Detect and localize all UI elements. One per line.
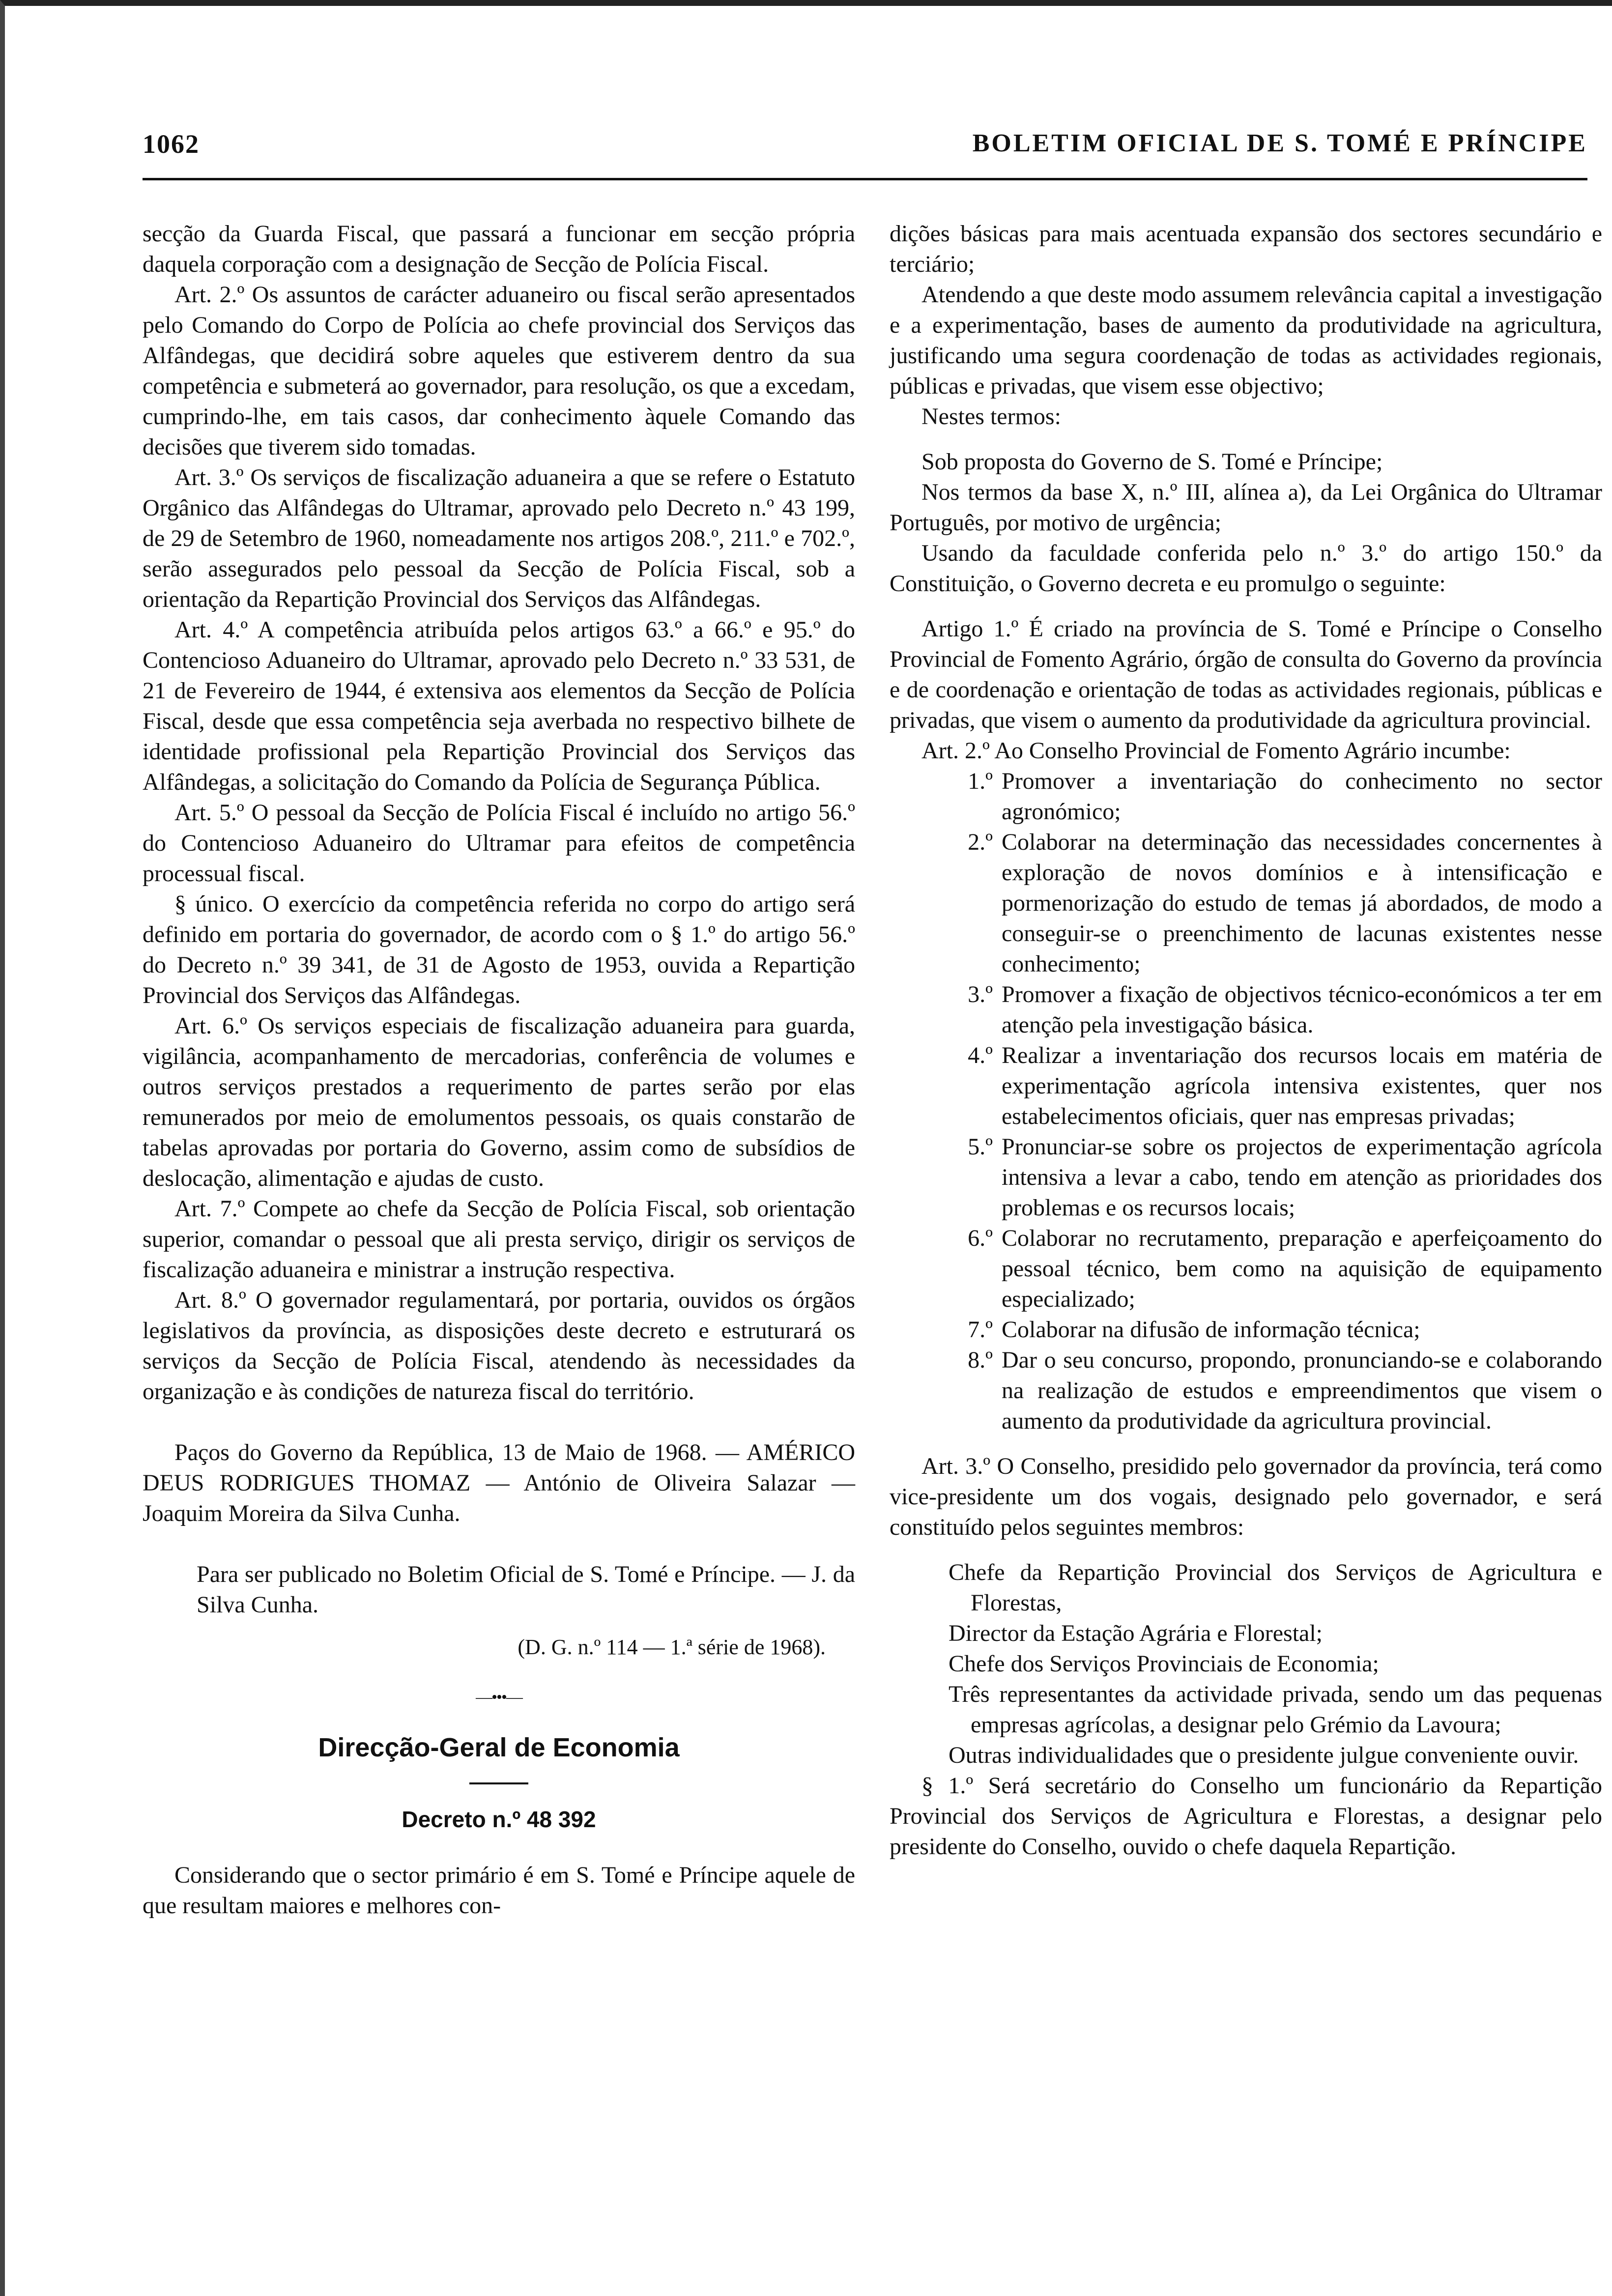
decree-title: Decreto n.º 48 392: [402, 1807, 596, 1832]
paragraph-unico: § único. O exercício da competência referida no corpo do artigo será definido em portaria do governador, de acordo com o § 1.º do artigo 56.º do Decreto n.º 39 341, de 31 de Agosto de 1953, ouvida a Repartição Provincial dos Serviços das Alfândegas.: [143, 891, 855, 1008]
gazette-reference: (D. G. n.º 114 — 1.ª série de 1968).: [518, 1635, 826, 1659]
list-item-number: 3.º: [968, 981, 993, 1007]
spacer: [890, 599, 1602, 614]
list-item-text: Colaborar no recrutamento, preparação e aperfeiçoamento do pessoal técnico, bem como na aquisição de equipamento especializado;: [1002, 1225, 1602, 1312]
article-5: Art. 5.º O pessoal da Secção de Polícia Fiscal é incluído no artigo 56.º do Contencioso Aduaneiro do Ultramar para efeitos de competência processual fiscal.: [143, 800, 855, 887]
article-6: Art. 6.º Os serviços especiais de fiscalização aduaneira para guarda, vigilância, acompanhamento de mercadorias, conferência de volumes e outros serviços prestados a requerimento de partes serão por elas remunerados por meio de emolumentos pessoais, os quais constarão de tabelas aprovadas por portaria do Governo, assim como de subsídios de deslocação, alimentação e ajudas de custo.: [143, 1013, 855, 1191]
list-item-number: 4.º: [968, 1042, 993, 1068]
list-item: [890, 979, 1602, 1040]
paragraph-1: § 1.º Será secretário do Conselho um funcionário da Repartição Provincial dos Serviços de Agricultura e Florestas, a designar pelo presidente do Conselho, ouvido o chefe daquela Repartição.: [890, 1773, 1602, 1860]
member-item: Chefe da Repartição Provincial dos Serviços de Agricultura e Florestas,: [949, 1559, 1602, 1616]
list-item-text: Pronunciar-se sobre os projectos de experimentação agrícola intensiva a levar a cabo, tendo em atenção as prioridades dos problemas e os recursos locais;: [1002, 1134, 1602, 1221]
list-item: [890, 1040, 1602, 1132]
list-item: [890, 1345, 1602, 1436]
publication-note: Para ser publicado no Boletim Oficial de S. Tomé e Príncipe. — J. da Silva Cunha.: [197, 1561, 855, 1618]
list-item: [890, 1132, 1602, 1223]
article-8: Art. 8.º O governador regulamentará, por portaria, ouvidos os órgãos legislativos da província, as disposições deste decreto e estruturará os serviços da Secção de Polícia Fiscal, atendendo às necessidades da organização e às condições de natureza fiscal do território.: [143, 1287, 855, 1405]
list-item-text: Dar o seu concurso, propondo, pronunciando-se e colaborando na realização de estudos e empreendimentos que visem o aumento da produtividade da agricultura provincial.: [1002, 1347, 1602, 1434]
considerando-continuation: dições básicas para mais acentuada expansão dos sectores secundário e terciário;: [890, 221, 1602, 277]
spacer: [890, 432, 1602, 447]
members-list: [890, 1557, 1602, 1771]
paragraph-nestes-termos: Nestes termos:: [921, 403, 1061, 430]
decree-article-1: Artigo 1.º É criado na província de S. Tomé e Príncipe o Conselho Provincial de Fomento Agrário, órgão de consulta do Governo da província e de coordenação e orientação de todas as actividades regionais, públicas e privadas, que visem o aumento da produtividade da agricultura provincial.: [890, 616, 1602, 733]
member-item: Chefe dos Serviços Provinciais de Economia;: [949, 1651, 1379, 1677]
member-item: Outras individualidades que o presidente julgue conveniente ouvir.: [949, 1742, 1579, 1768]
right-column: [890, 219, 1602, 1862]
article-3: Art. 3.º Os serviços de fiscalização aduaneira a que se refere o Estatuto Orgânico das Alfândegas do Ultramar, aprovado pelo Decreto n.º 43 199, de 29 de Setembro de 1960, nomeadamente nos artigos 208.º, 211.º e 702.º, serão assegurados pelo pessoal da Secção de Polícia Fiscal, sob a orientação da Repartição Provincial dos Serviços das Alfândegas.: [143, 464, 855, 612]
list-item: [890, 827, 1602, 979]
member-item: Três representantes da actividade privada, sendo um das pequenas empresas agrícolas, a designar pelo Grémio da Lavoura;: [949, 1681, 1602, 1738]
paragraph-atendendo: Atendendo a que deste modo assumem relevância capital a investigação e a experimentação, bases de aumento da produtividade na agricultura, justificando uma segura coordenação de todas as actividades regionais, públicas e privadas, que visem esse objectivo;: [890, 282, 1602, 399]
spacer: [890, 1543, 1602, 1557]
short-rule: [469, 1782, 528, 1784]
article-2: Art. 2.º Os assuntos de carácter aduaneiro ou fiscal serão apresentados pelo Comando do Corpo de Polícia ao chefe provincial dos Serviços das Alfândegas, que decidirá sobre aqueles que estiverem dentro da sua competência e submeterá ao governador, para resolução, os que a excedam, cumprindo-lhe, em tais casos, dar conhecimento àquele Comando das decisões que tiverem sido tomadas.: [143, 282, 855, 460]
list-item-text: Colaborar na determinação das necessidades concernentes à exploração de novos domínios e à intensificação e pormenorização do estudo de temas já abordados, de modo a conseguir-se o preenchimento de lacunas existentes nesse conhecimento;: [1002, 829, 1602, 977]
competencies-list: [890, 766, 1602, 1436]
header-rule: [143, 178, 1587, 180]
signatures: Paços do Governo da República, 13 de Maio de 1968. — AMÉRICO DEUS RODRIGUES THOMAZ — António de Oliveira Salazar — Joaquim Moreira da Silva Cunha.: [143, 1439, 855, 1526]
article-7: Art. 7.º Compete ao chefe da Secção de Polícia Fiscal, sob orientação superior, comandar o pessoal que ali presta serviço, dirigir os serviços de fiscalização aduaneira e ministrar a instrução respectiva.: [143, 1196, 855, 1283]
ornament-divider: —•••—: [476, 1688, 522, 1706]
decree-intro: Considerando que o sector primário é em S. Tomé e Príncipe aquele de que resultam maiores e melhores con-: [143, 1862, 855, 1919]
list-item: [890, 1315, 1602, 1345]
list-item-number: 1.º: [968, 768, 993, 794]
list-item-text: Colaborar na difusão de informação técnica;: [1002, 1317, 1420, 1343]
list-item-number: 8.º: [968, 1347, 993, 1373]
page-number: 1062: [143, 129, 200, 159]
decree-article-3: Art. 3.º O Conselho, presidido pelo governador da província, terá como vice-presidente um dos vogais, designado pelo governador, e será constituído pelos seguintes membros:: [890, 1453, 1602, 1540]
list-item-text: Promover a fixação de objectivos técnico-económicos a ter em atenção pela investigação básica.: [1002, 981, 1602, 1038]
left-column: [143, 219, 855, 1921]
paragraph-continuation: secção da Guarda Fiscal, que passará a funcionar em secção própria daquela corporação com a designação de Secção de Polícia Fiscal.: [143, 221, 855, 277]
paragraph-usando: Usando da faculdade conferida pelo n.º 3.º do artigo 150.º da Constituição, o Governo decreta e eu promulgo o seguinte:: [890, 540, 1602, 597]
list-item-number: 5.º: [968, 1134, 993, 1160]
paragraph-sob-proposta: Sob proposta do Governo de S. Tomé e Príncipe;: [921, 449, 1383, 475]
list-item-text: Realizar a inventariação dos recursos locais em matéria de experimentação agrícola intensiva existentes, quer nos estabelecimentos oficiais, quer nas empresas privadas;: [1002, 1042, 1602, 1129]
paragraph-nos-termos: Nos termos da base X, n.º III, alínea a), da Lei Orgânica do Ultramar Português, por motivo de urgência;: [890, 479, 1602, 536]
page-header: [143, 129, 1587, 158]
decree-article-2: Art. 2.º Ao Conselho Provincial de Fomento Agrário incumbe:: [921, 738, 1511, 764]
list-item-number: 2.º: [968, 829, 993, 855]
running-title: BOLETIM OFICIAL DE S. TOMÉ E PRÍNCIPE: [972, 129, 1587, 157]
list-item: [890, 766, 1602, 827]
spacer: [890, 1436, 1602, 1451]
list-item-number: 7.º: [968, 1317, 993, 1343]
article-4: Art. 4.º A competência atribuída pelos artigos 63.º a 66.º e 95.º do Contencioso Aduaneiro do Ultramar, aprovado pelo Decreto n.º 33 531, de 21 de Fevereiro de 1944, é extensiva aos elementos da Secção de Polícia Fiscal, desde que essa competência seja averbada no respectivo bilhete de identidade profissional pela Repartição Provincial dos Serviços das Alfândegas, a solicitação do Comando da Polícia de Segurança Pública.: [143, 617, 855, 795]
section-heading: Direcção-Geral de Economia: [318, 1733, 680, 1762]
list-item-number: 6.º: [968, 1225, 993, 1251]
list-item: [890, 1223, 1602, 1315]
member-item: Director da Estação Agrária e Florestal;: [949, 1620, 1323, 1646]
list-item-text: Promover a inventariação do conhecimento no sector agronómico;: [1002, 768, 1602, 825]
